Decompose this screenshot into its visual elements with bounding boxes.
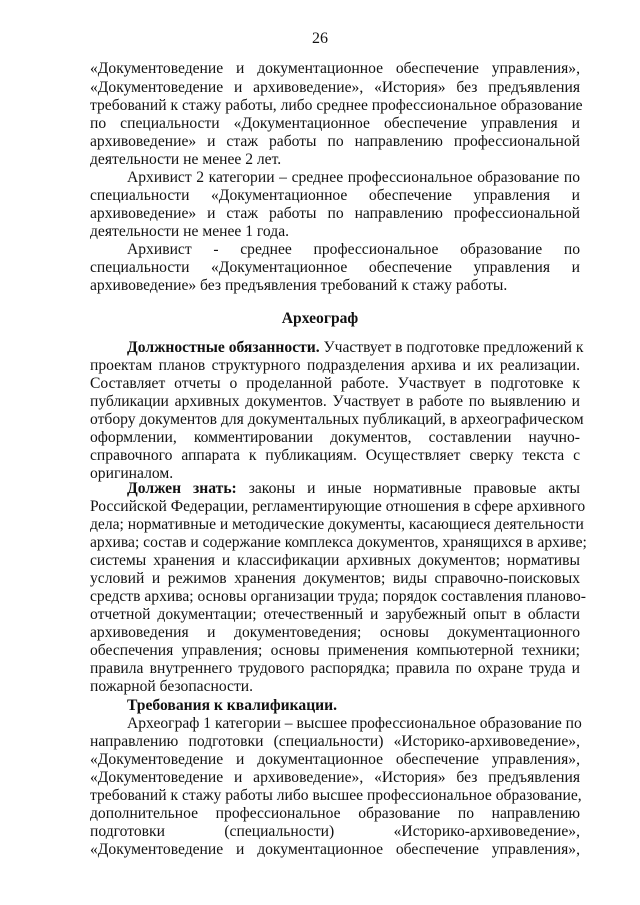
- text-line: средств архива; основы организации труда; порядок составления планово-: [90, 588, 586, 605]
- text-line: архивоведение» и стаж работы по направлению профессиональной: [90, 205, 580, 222]
- text-line: «Документоведение и документационное обеспечение управления»,: [90, 841, 580, 858]
- text-line: отчетной документации; отечественный и зарубежный опыт в области: [90, 606, 580, 623]
- text-line: направлению подготовки (специальности) «Историко-архивоведение»,: [90, 733, 580, 750]
- text-line: оформлении, комментировании документов, составлении научно-: [90, 429, 580, 446]
- text-line: по специальности «Документационное обеспечение управления и: [90, 115, 580, 132]
- page-number: 26: [312, 30, 328, 47]
- text-line: дополнительное профессиональное образование по направлению: [90, 805, 580, 822]
- text-line: правила внутреннего трудового распорядка; правила по охране труда и: [90, 660, 580, 677]
- text-line: Археограф 1 категории – высшее профессиональное образование по: [127, 715, 582, 732]
- text-line: «Документоведение и документационное обеспечение управления»,: [90, 60, 580, 77]
- text-line: архивоведения и документоведения; основы документационного: [90, 624, 580, 641]
- text-line: деятельности не менее 2 лет.: [90, 151, 282, 168]
- section-heading: Археограф: [281, 310, 359, 327]
- text-line: архива; состав и содержание комплекса документов, хранящихся в архиве;: [90, 534, 587, 551]
- text-line: условий и режимов хранения документов; виды справочно-поисковых: [90, 570, 580, 587]
- text-line: специальности «Документационное обеспечение управления и: [90, 187, 580, 204]
- must-know-label: Должен знать:: [127, 480, 237, 497]
- text-line: проектам планов структурного подразделения архива и их реализации.: [90, 357, 580, 374]
- text-line: [127, 480, 580, 497]
- text-line: Российской Федерации, регламентирующие отношения в сфере архивного: [90, 498, 586, 515]
- text-line: публикации архивных документов. Участвует в работе по выявлению и: [90, 393, 580, 410]
- text-line: «Документоведение и архивоведение», «История» без предъявления: [90, 79, 580, 96]
- text-line: Архивист - среднее профессиональное образование по: [127, 241, 580, 258]
- text-line: архивоведение» и стаж работы по направлению профессиональной: [90, 133, 580, 150]
- text-fragment: Участвует в подготовке предложений к: [323, 339, 584, 356]
- text-line: Архивист 2 категории – среднее профессиональное образование по: [127, 169, 580, 186]
- text-line: деятельности не менее 1 года.: [90, 223, 290, 240]
- text-line: подготовки (специальности) «Историко-архивоведение»,: [90, 823, 580, 840]
- qualification-heading: Требования к квалификации.: [127, 697, 338, 714]
- text-line: оригиналом.: [90, 465, 174, 482]
- text-line: специальности «Документационное обеспечение управления и: [90, 259, 580, 276]
- text-line: системы хранения и классификации архивных документов; нормативы: [90, 552, 580, 569]
- text-line: справочного аппарата к публикациям. Осуществляет сверку текста с: [90, 447, 580, 464]
- text-line: требований к стажу работы либо высшее профессиональное образование,: [90, 787, 582, 804]
- text-line: «Документоведение и архивоведение», «История» без предъявления: [90, 769, 580, 786]
- text-line: отбору документов для документальных публикаций, в археографическом: [90, 411, 584, 428]
- text-line: обеспечения управления; основы применения компьютерной техники;: [90, 642, 580, 659]
- text-line: «Документоведение и документационное обеспечение управления»,: [90, 751, 580, 768]
- text-line: [127, 339, 584, 356]
- text-fragment: законы и иные нормативные правовые акты: [248, 480, 580, 497]
- duties-label: Должностные обязанности.: [127, 339, 320, 356]
- text-line: дела; нормативные и методические документы, касающиеся деятельности: [90, 516, 584, 533]
- text-line: Составляет отчеты о проделанной работе. Участвует в подготовке к: [90, 375, 580, 392]
- text-line: требований к стажу работы, либо среднее профессиональное образование: [90, 97, 583, 114]
- text-line: архивоведение» без предъявления требований к стажу работы.: [90, 277, 508, 294]
- text-line: пожарной безопасности.: [90, 678, 254, 695]
